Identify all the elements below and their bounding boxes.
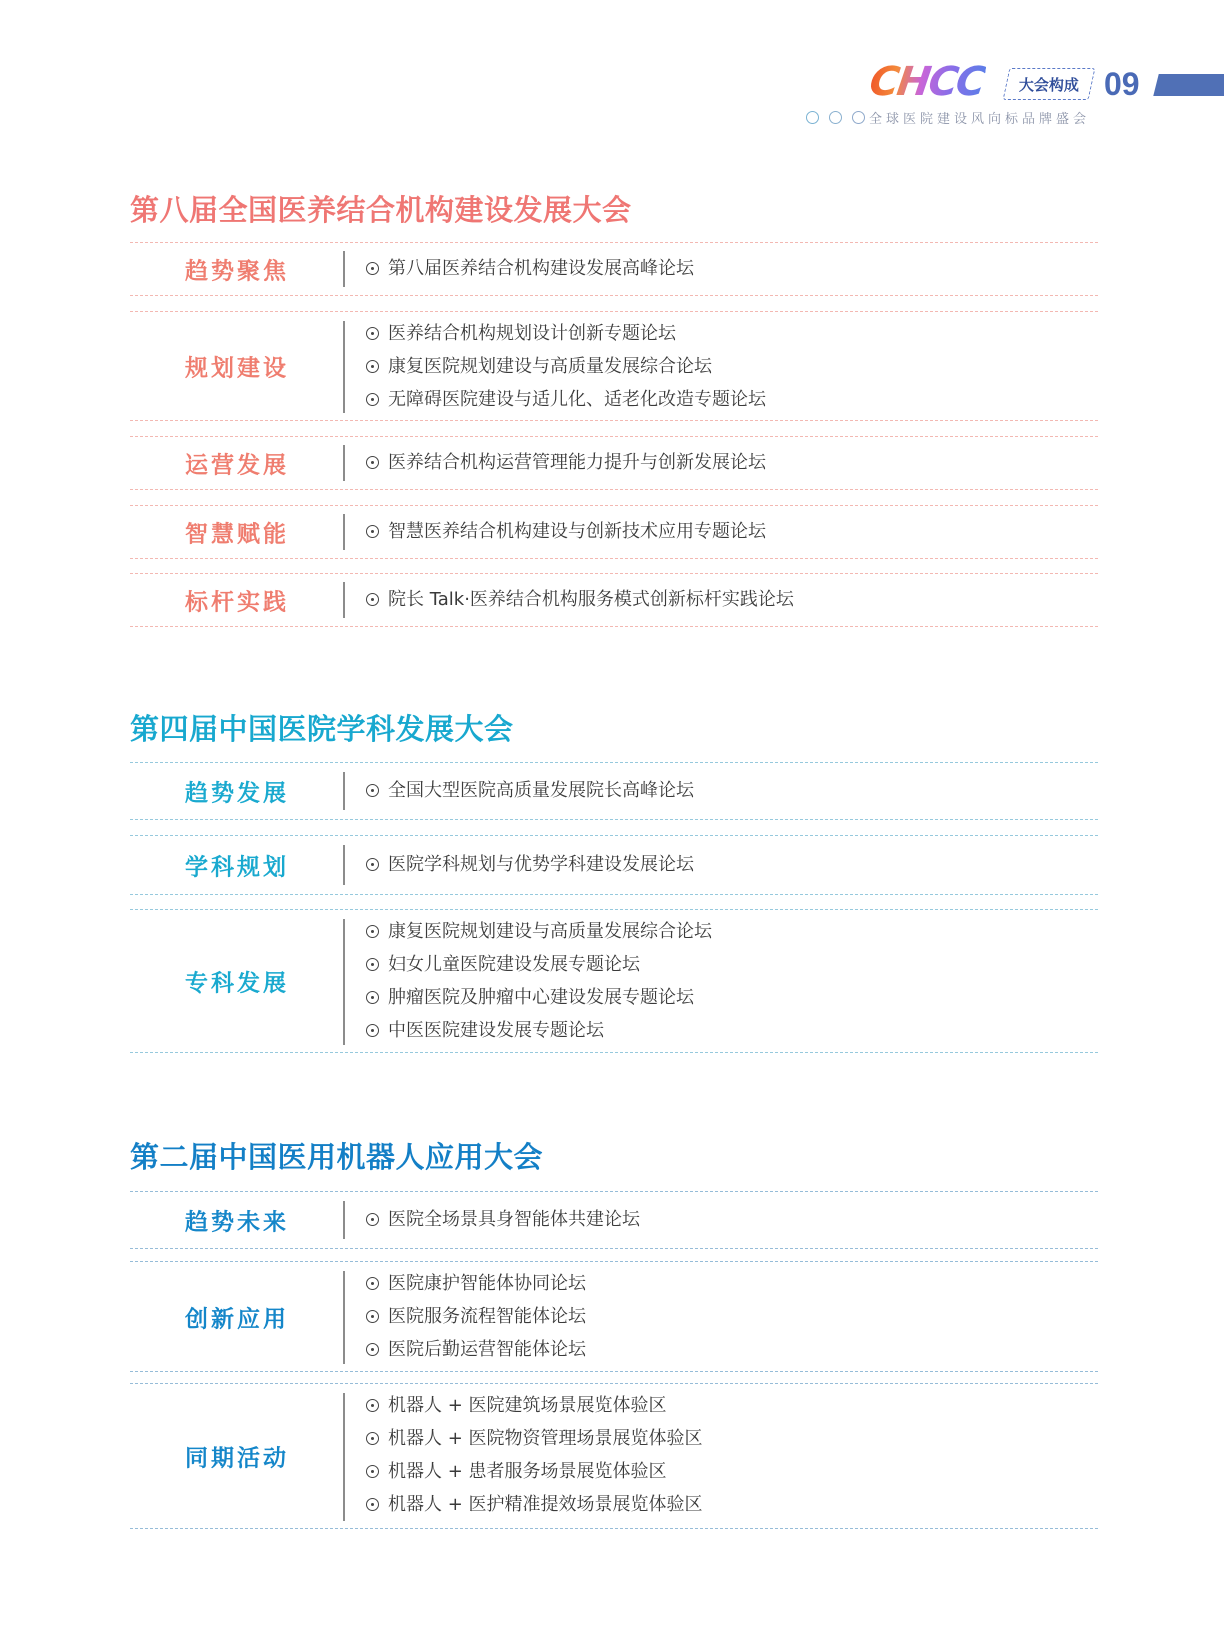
- forum-item: 康复医院规划建设与高质量发展综合论坛: [366, 350, 766, 383]
- forum-item: 机器人 + 医院物资管理场景展览体验区: [366, 1422, 703, 1455]
- page-header: [0, 0, 1224, 140]
- forum-item: 康复医院规划建设与高质量发展综合论坛: [366, 915, 712, 948]
- forum-row: [130, 1261, 1098, 1372]
- circle-dot-icon: [366, 784, 379, 797]
- forum-row: [130, 762, 1098, 820]
- row-category-label: 趋势未来: [185, 1209, 289, 1236]
- divider: [343, 445, 345, 481]
- divider: [343, 1271, 345, 1364]
- tagline-text: 全球医院建设风向标品牌盛会: [869, 112, 1091, 127]
- circle-dot-icon: [366, 1343, 379, 1356]
- forum-item: 肿瘤医院及肿瘤中心建设发展专题论坛: [366, 981, 712, 1014]
- forum-item: 机器人 + 医护精准提效场景展览体验区: [366, 1488, 703, 1521]
- forum-item: 医院服务流程智能体论坛: [366, 1300, 586, 1333]
- circle-dot-icon: [366, 393, 379, 406]
- circle-icon: [829, 111, 842, 124]
- row-category-label: 标杆实践: [185, 589, 289, 616]
- circle-dot-icon: [366, 1399, 379, 1412]
- circle-dot-icon: [366, 327, 379, 340]
- conference-title: 第二届中国医用机器人应用大会: [130, 1140, 544, 1174]
- circle-dot-icon: [366, 1498, 379, 1511]
- page-number: 09: [1104, 66, 1140, 102]
- circle-dot-icon: [366, 262, 379, 275]
- chcc-logo: CHCC: [866, 59, 987, 105]
- forum-list: [366, 446, 766, 479]
- row-category-label: 趋势聚焦: [185, 258, 289, 285]
- divider: [343, 1201, 345, 1239]
- circle-dot-icon: [366, 360, 379, 373]
- row-category-label: 运营发展: [185, 452, 289, 479]
- forum-row: [130, 436, 1098, 490]
- forum-item: 全国大型医院高质量发展院长高峰论坛: [366, 774, 694, 807]
- forum-item: 院长 Talk·医养结合机构服务模式创新标杆实践论坛: [366, 583, 794, 616]
- circle-dot-icon: [366, 958, 379, 971]
- forum-list: [366, 915, 712, 1047]
- forum-list: [366, 1267, 586, 1366]
- forum-list: [366, 515, 766, 548]
- row-category-label: 创新应用: [185, 1306, 289, 1332]
- divider: [343, 845, 345, 885]
- forum-row: [130, 505, 1098, 559]
- tagline: [806, 108, 1090, 127]
- row-category-label: 专科发展: [185, 970, 289, 997]
- forum-row: [130, 909, 1098, 1053]
- circle-icon: [852, 111, 865, 124]
- divider: [343, 772, 345, 810]
- forum-list: [366, 252, 694, 285]
- forum-item: 无障碍医院建设与适儿化、适老化改造专题论坛: [366, 383, 766, 416]
- circle-dot-icon: [366, 925, 379, 938]
- circle-dot-icon: [366, 1277, 379, 1290]
- circle-dot-icon: [366, 1465, 379, 1478]
- forum-item: 医养结合机构运营管理能力提升与创新发展论坛: [366, 446, 766, 479]
- circle-dot-icon: [366, 991, 379, 1004]
- circle-dot-icon: [366, 1213, 379, 1226]
- divider: [343, 919, 345, 1045]
- forum-row: [130, 835, 1098, 895]
- forum-item: 中医医院建设发展专题论坛: [366, 1014, 712, 1047]
- conference-title: 第四届中国医院学科发展大会: [130, 712, 514, 746]
- forum-item: 医院后勤运营智能体论坛: [366, 1333, 586, 1366]
- row-category-label: 同期活动: [185, 1445, 289, 1472]
- forum-row: [130, 1191, 1098, 1249]
- conference-title: 第八届全国医养结合机构建设发展大会: [130, 193, 632, 227]
- circle-dot-icon: [366, 525, 379, 538]
- page-accent-bar: [1153, 74, 1224, 96]
- forum-item: 机器人 + 患者服务场景展览体验区: [366, 1455, 703, 1488]
- forum-item: 智慧医养结合机构建设与创新技术应用专题论坛: [366, 515, 766, 548]
- forum-item: 妇女儿童医院建设发展专题论坛: [366, 948, 712, 981]
- row-category-label: 学科规划: [185, 854, 289, 881]
- divider: [343, 251, 345, 287]
- circle-dot-icon: [366, 456, 379, 469]
- row-category-label: 智慧赋能: [185, 521, 289, 548]
- divider: [343, 582, 345, 618]
- row-category-label: 规划建设: [185, 355, 289, 382]
- circle-icon: [806, 111, 819, 124]
- forum-item: 机器人 + 医院建筑场景展览体验区: [366, 1389, 703, 1422]
- circle-dot-icon: [366, 1432, 379, 1445]
- forum-list: [366, 848, 694, 881]
- forum-list: [366, 774, 694, 807]
- section-tag-label: 大会构成: [1018, 75, 1079, 94]
- forum-list: [366, 1203, 640, 1236]
- forum-list: [366, 583, 794, 616]
- circle-dot-icon: [366, 593, 379, 606]
- forum-item: 医院康护智能体协同论坛: [366, 1267, 586, 1300]
- circle-dot-icon: [366, 1024, 379, 1037]
- conference-section: [130, 192, 1098, 632]
- forum-item: 医院学科规划与优势学科建设发展论坛: [366, 848, 694, 881]
- forum-item: 医院全场景具身智能体共建论坛: [366, 1203, 640, 1236]
- divider: [343, 1393, 345, 1521]
- forum-item: 医养结合机构规划设计创新专题论坛: [366, 317, 766, 350]
- section-tag: [1003, 68, 1096, 100]
- conference-section: [130, 711, 1098, 1061]
- row-category-label: 趋势发展: [185, 780, 289, 807]
- forum-list: [366, 317, 766, 416]
- forum-row: [130, 573, 1098, 627]
- forum-list: [366, 1389, 703, 1521]
- forum-row: [130, 1383, 1098, 1529]
- forum-row: [130, 242, 1098, 296]
- forum-row: [130, 311, 1098, 421]
- divider: [343, 514, 345, 550]
- circle-dot-icon: [366, 858, 379, 871]
- circle-dot-icon: [366, 1310, 379, 1323]
- divider: [343, 321, 345, 413]
- conference-section: [130, 1139, 1098, 1539]
- forum-item: 第八届医养结合机构建设发展高峰论坛: [366, 252, 694, 285]
